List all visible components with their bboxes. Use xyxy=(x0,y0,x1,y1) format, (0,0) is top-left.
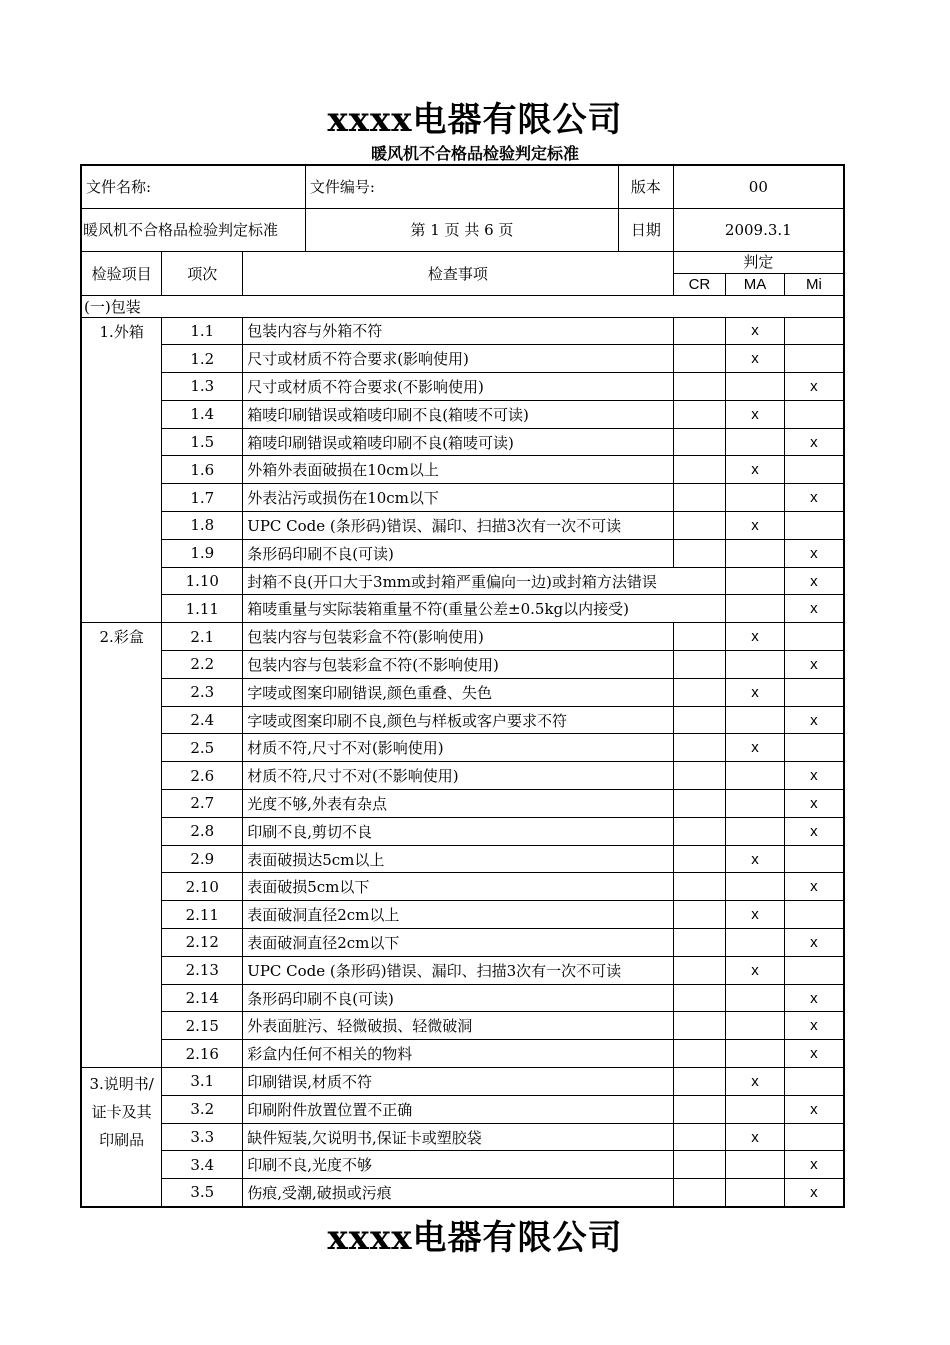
judgment-ma xyxy=(726,762,785,790)
table-row xyxy=(81,762,844,790)
judgment-cr xyxy=(673,901,726,929)
judgment-mi: x xyxy=(784,873,844,901)
item-description: 箱唛印刷错误或箱唛印刷不良(箱唛不可读) xyxy=(243,400,673,428)
table-row xyxy=(81,790,844,818)
table-row xyxy=(81,956,844,984)
col-header-description: 检查事项 xyxy=(243,251,673,295)
item-number: 2.3 xyxy=(162,678,243,706)
item-number: 2.12 xyxy=(162,929,243,957)
item-number: 1.4 xyxy=(162,400,243,428)
file-name-label: 文件名称: xyxy=(81,165,305,208)
judgment-mi: x xyxy=(784,929,844,957)
table-row xyxy=(81,1040,844,1068)
item-description: 彩盒内任何不相关的物料 xyxy=(243,1040,673,1068)
category-name-line: 证卡及其 xyxy=(91,1103,152,1122)
item-description: 印刷错误,材质不符 xyxy=(243,1068,673,1096)
item-number: 1.10 xyxy=(162,567,243,595)
judgment-mi xyxy=(784,456,844,484)
judgment-ma xyxy=(726,929,785,957)
table-row xyxy=(81,1068,844,1096)
item-number: 2.16 xyxy=(162,1040,243,1068)
judgment-ma xyxy=(726,484,785,512)
item-description: 表面破洞直径2cm以下 xyxy=(243,929,673,957)
col-header-category: 检验项目 xyxy=(81,251,162,295)
item-number: 1.6 xyxy=(162,456,243,484)
judgment-ma xyxy=(726,873,785,901)
judgment-cr xyxy=(673,929,726,957)
item-description: 条形码印刷不良(可读) xyxy=(243,539,673,567)
date-label: 日期 xyxy=(619,208,674,251)
judgment-mi: x xyxy=(784,706,844,734)
judgment-mi: x xyxy=(784,762,844,790)
table-row xyxy=(81,595,844,623)
judgment-ma: x xyxy=(726,901,785,929)
item-number: 2.9 xyxy=(162,845,243,873)
judgment-cr xyxy=(673,1012,726,1040)
judgment-ma xyxy=(726,373,785,401)
judgment-cr xyxy=(673,651,726,679)
judgment-mi: x xyxy=(784,1179,844,1207)
item-number: 2.5 xyxy=(162,734,243,762)
table-row xyxy=(81,984,844,1012)
judgment-mi xyxy=(784,956,844,984)
category-cell xyxy=(81,623,162,1068)
judgment-ma: x xyxy=(726,678,785,706)
item-description: 光度不够,外表有杂点 xyxy=(243,790,673,818)
table-row xyxy=(81,623,844,651)
judgment-mi: x xyxy=(784,651,844,679)
judgment-cr xyxy=(673,345,726,373)
judgment-ma: x xyxy=(726,845,785,873)
item-description: 尺寸或材质不符合要求(不影响使用) xyxy=(243,373,673,401)
judgment-mi: x xyxy=(784,1095,844,1123)
category-name-line: 印刷品 xyxy=(99,1131,145,1150)
item-number: 2.11 xyxy=(162,901,243,929)
judgment-mi xyxy=(784,1068,844,1096)
table-row xyxy=(81,317,844,345)
item-number: 1.8 xyxy=(162,512,243,540)
col-header-cr: CR xyxy=(673,273,726,295)
judgment-cr xyxy=(673,706,726,734)
item-description: 封箱不良(开口大于3mm或封箱严重偏向一边)或封箱方法错误 xyxy=(243,567,726,595)
judgment-mi: x xyxy=(784,1012,844,1040)
judgment-ma xyxy=(726,595,785,623)
item-description: 印刷不良,剪切不良 xyxy=(243,817,673,845)
judgment-cr xyxy=(673,1179,726,1207)
col-header-judgment: 判定 xyxy=(673,251,844,273)
table-row xyxy=(81,1095,844,1123)
judgment-cr xyxy=(673,400,726,428)
version-label: 版本 xyxy=(619,165,674,208)
company-footer: xxxx电器有限公司 xyxy=(327,1218,623,1258)
judgment-cr xyxy=(673,428,726,456)
judgment-mi: x xyxy=(784,428,844,456)
judgment-ma xyxy=(726,1095,785,1123)
col-header-item-no: 项次 xyxy=(162,251,243,295)
item-description: 伤痕,受潮,破损或污痕 xyxy=(243,1179,673,1207)
table-row xyxy=(81,929,844,957)
item-description: 材质不符,尺寸不对(不影响使用) xyxy=(243,762,673,790)
table-row xyxy=(81,373,844,401)
table-row xyxy=(81,845,844,873)
judgment-mi: x xyxy=(784,373,844,401)
table-row xyxy=(81,678,844,706)
table-row xyxy=(81,539,844,567)
judgment-mi: x xyxy=(784,539,844,567)
judgment-ma: x xyxy=(726,1123,785,1151)
judgment-ma: x xyxy=(726,623,785,651)
item-description: 表面破洞直径2cm以上 xyxy=(243,901,673,929)
item-number: 3.4 xyxy=(162,1151,243,1179)
page-info: 第 1 页 共 6 页 xyxy=(305,208,618,251)
judgment-mi: x xyxy=(784,790,844,818)
document-title: 暖风机不合格品检验判定标准 xyxy=(370,144,579,163)
judgment-ma xyxy=(726,1040,785,1068)
judgment-mi xyxy=(784,400,844,428)
judgment-ma xyxy=(726,984,785,1012)
judgment-mi xyxy=(784,734,844,762)
item-description: UPC Code (条形码)错误、漏印、扫描3次有一次不可读 xyxy=(243,956,673,984)
item-description: UPC Code (条形码)错误、漏印、扫描3次有一次不可读 xyxy=(243,512,673,540)
item-number: 1.2 xyxy=(162,345,243,373)
judgment-ma xyxy=(726,567,785,595)
table-row xyxy=(81,1123,844,1151)
item-description: 印刷附件放置位置不正确 xyxy=(243,1095,673,1123)
item-description: 字唛或图案印刷不良,颜色与样板或客户要求不符 xyxy=(243,706,673,734)
table-row xyxy=(81,651,844,679)
item-description: 外表沾污或损伤在10cm以下 xyxy=(243,484,673,512)
category-cell xyxy=(81,1068,162,1207)
judgment-cr xyxy=(673,456,726,484)
judgment-ma: x xyxy=(726,400,785,428)
judgment-cr xyxy=(673,484,726,512)
item-number: 1.9 xyxy=(162,539,243,567)
judgment-mi: x xyxy=(784,1040,844,1068)
judgment-ma xyxy=(726,651,785,679)
table-row xyxy=(81,1012,844,1040)
item-description: 外表面脏污、轻微破损、轻微破洞 xyxy=(243,1012,673,1040)
judgment-ma: x xyxy=(726,512,785,540)
judgment-ma xyxy=(726,817,785,845)
judgment-cr xyxy=(673,817,726,845)
item-number: 2.7 xyxy=(162,790,243,818)
judgment-ma: x xyxy=(726,317,785,345)
table-row xyxy=(81,484,844,512)
judgment-cr xyxy=(673,512,726,540)
judgment-ma xyxy=(726,1179,785,1207)
item-number: 2.2 xyxy=(162,651,243,679)
item-number: 1.3 xyxy=(162,373,243,401)
table-row xyxy=(81,734,844,762)
section-title: (一)包装 xyxy=(81,295,844,317)
judgment-cr xyxy=(673,373,726,401)
table-row xyxy=(81,567,844,595)
judgment-cr xyxy=(673,623,726,651)
item-description: 字唛或图案印刷错误,颜色重叠、失色 xyxy=(243,678,673,706)
judgment-mi xyxy=(784,345,844,373)
judgment-cr xyxy=(673,1151,726,1179)
item-number: 1.7 xyxy=(162,484,243,512)
date-value: 2009.3.1 xyxy=(673,208,844,251)
inspection-table xyxy=(80,164,845,1208)
item-number: 2.1 xyxy=(162,623,243,651)
table-row xyxy=(81,456,844,484)
item-number: 1.11 xyxy=(162,595,243,623)
table-row xyxy=(81,706,844,734)
judgment-mi xyxy=(784,317,844,345)
item-description: 尺寸或材质不符合要求(影响使用) xyxy=(243,345,673,373)
judgment-cr xyxy=(673,1040,726,1068)
item-number: 3.5 xyxy=(162,1179,243,1207)
judgment-cr xyxy=(673,1095,726,1123)
judgment-mi: x xyxy=(784,595,844,623)
judgment-ma xyxy=(726,790,785,818)
judgment-cr xyxy=(673,539,726,567)
judgment-mi: x xyxy=(784,567,844,595)
judgment-cr xyxy=(673,984,726,1012)
judgment-mi: x xyxy=(784,484,844,512)
table-row xyxy=(81,400,844,428)
judgment-ma: x xyxy=(726,345,785,373)
col-header-mi: Mi xyxy=(784,273,844,295)
file-name-value: 暖风机不合格品检验判定标准 xyxy=(81,208,305,251)
item-number: 2.6 xyxy=(162,762,243,790)
judgment-mi xyxy=(784,845,844,873)
judgment-ma xyxy=(726,1012,785,1040)
item-description: 包装内容与外箱不符 xyxy=(243,317,673,345)
item-description: 缺件短装,欠说明书,保证卡或塑胶袋 xyxy=(243,1123,673,1151)
col-header-ma: MA xyxy=(726,273,785,295)
judgment-ma: x xyxy=(726,456,785,484)
item-description: 材质不符,尺寸不对(影响使用) xyxy=(243,734,673,762)
judgment-ma xyxy=(726,1151,785,1179)
item-number: 1.5 xyxy=(162,428,243,456)
item-number: 2.15 xyxy=(162,1012,243,1040)
file-no-label: 文件编号: xyxy=(305,165,618,208)
judgment-cr xyxy=(673,734,726,762)
judgment-ma xyxy=(726,539,785,567)
judgment-ma: x xyxy=(726,734,785,762)
judgment-cr xyxy=(673,317,726,345)
item-description: 箱唛印刷错误或箱唛印刷不良(箱唛可读) xyxy=(243,428,673,456)
judgment-ma: x xyxy=(726,956,785,984)
item-description: 印刷不良,光度不够 xyxy=(243,1151,673,1179)
table-row xyxy=(81,512,844,540)
version-value: 00 xyxy=(673,165,844,208)
item-description: 外箱外表面破损在10cm以上 xyxy=(243,456,673,484)
item-description: 包装内容与包装彩盒不符(影响使用) xyxy=(243,623,673,651)
table-row xyxy=(81,901,844,929)
table-row xyxy=(81,345,844,373)
item-number: 3.2 xyxy=(162,1095,243,1123)
table-row xyxy=(81,428,844,456)
judgment-cr xyxy=(673,956,726,984)
item-number: 3.3 xyxy=(162,1123,243,1151)
judgment-mi xyxy=(784,623,844,651)
company-title: xxxx电器有限公司 xyxy=(327,100,623,140)
item-description: 包装内容与包装彩盒不符(不影响使用) xyxy=(243,651,673,679)
item-number: 1.1 xyxy=(162,317,243,345)
table-row xyxy=(81,873,844,901)
judgment-cr xyxy=(673,1123,726,1151)
category-cell xyxy=(81,317,162,623)
judgment-cr xyxy=(673,790,726,818)
item-description: 箱唛重量与实际装箱重量不符(重量公差±0.5kg以内接受) xyxy=(243,595,726,623)
item-number: 2.14 xyxy=(162,984,243,1012)
item-number: 3.1 xyxy=(162,1068,243,1096)
judgment-mi xyxy=(784,678,844,706)
judgment-ma xyxy=(726,706,785,734)
judgment-ma xyxy=(726,428,785,456)
category-name: 1.外箱 xyxy=(99,322,144,341)
category-name: 2.彩盒 xyxy=(99,628,144,647)
judgment-mi xyxy=(784,512,844,540)
judgment-cr xyxy=(673,678,726,706)
item-number: 2.8 xyxy=(162,817,243,845)
judgment-cr xyxy=(673,845,726,873)
item-number: 2.13 xyxy=(162,956,243,984)
judgment-cr xyxy=(673,762,726,790)
judgment-mi xyxy=(784,1123,844,1151)
judgment-mi xyxy=(784,901,844,929)
judgment-mi: x xyxy=(784,817,844,845)
table-row xyxy=(81,1151,844,1179)
table-row xyxy=(81,817,844,845)
item-number: 2.10 xyxy=(162,873,243,901)
judgment-mi: x xyxy=(784,984,844,1012)
judgment-ma: x xyxy=(726,1068,785,1096)
judgment-mi: x xyxy=(784,1151,844,1179)
item-number: 2.4 xyxy=(162,706,243,734)
item-description: 条形码印刷不良(可读) xyxy=(243,984,673,1012)
judgment-cr xyxy=(673,1068,726,1096)
item-description: 表面破损达5cm以上 xyxy=(243,845,673,873)
judgment-cr xyxy=(673,873,726,901)
item-description: 表面破损5cm以下 xyxy=(243,873,673,901)
category-name-line: 3.说明书/ xyxy=(89,1075,154,1094)
table-row xyxy=(81,1179,844,1207)
